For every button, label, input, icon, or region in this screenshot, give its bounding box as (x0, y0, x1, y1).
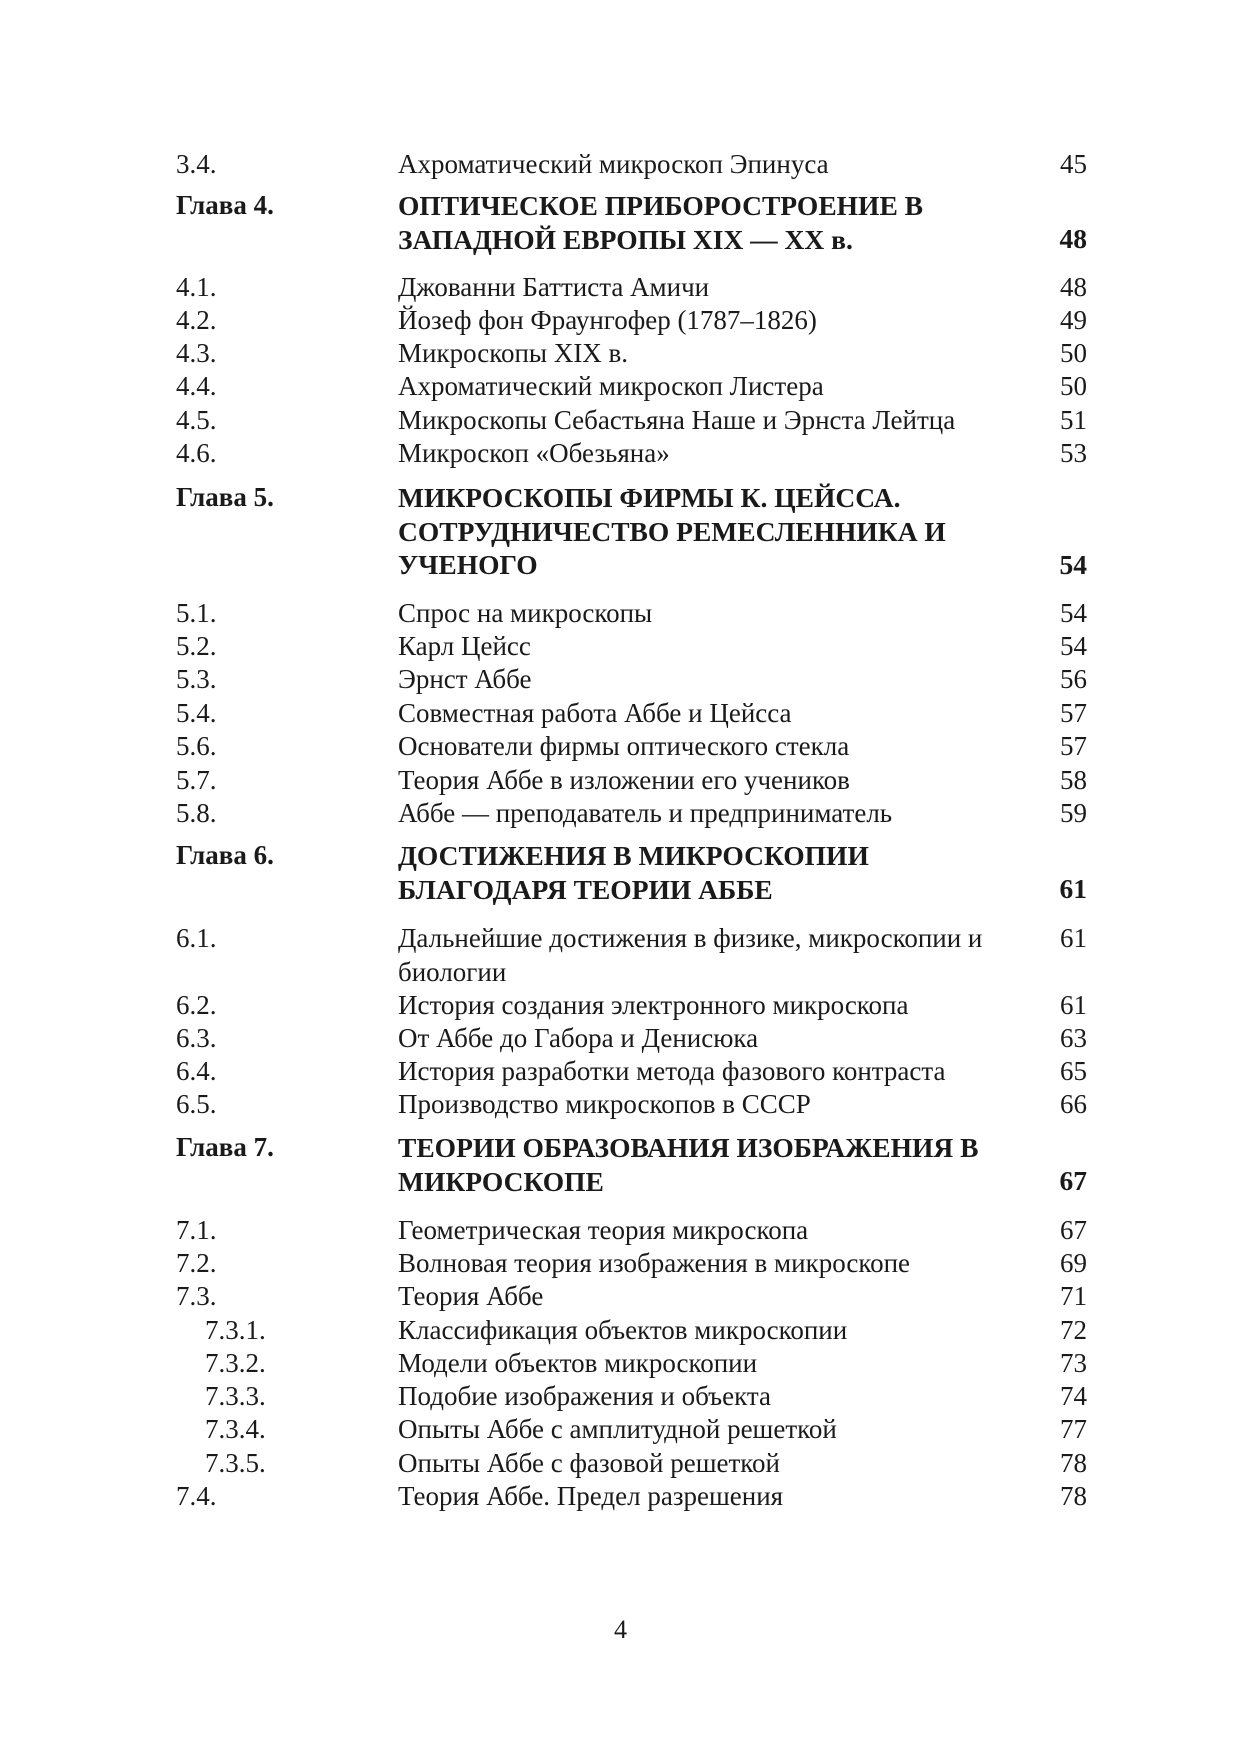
entry-page: 61 (1060, 990, 1087, 1020)
entry-title: Теория Аббе (398, 1281, 544, 1311)
entry-number: 7.1. (176, 1215, 217, 1245)
entry-title: Теория Аббе. Предел разрешения (398, 1481, 784, 1511)
chapter-title: МИКРОСКОПЫ ФИРМЫ К. ЦЕЙССА. СОТРУДНИЧЕСТВО РЕМЕСЛЕННИКА И УЧЕНОГО (398, 482, 946, 580)
entry-number: 5.1. (176, 598, 217, 628)
entry-page: 50 (1060, 338, 1087, 368)
entry-page: 71 (1060, 1281, 1087, 1311)
entry-page: 49 (1060, 305, 1087, 335)
chapter-title: ТЕОРИИ ОБРАЗОВАНИЯ ИЗОБРАЖЕНИЯ В МИКРОСКОПЕ (398, 1132, 979, 1197)
entry-title: Опыты Аббе с фазовой решеткой (398, 1448, 780, 1478)
entry-page: 50 (1060, 371, 1087, 401)
entry-number: 6.5. (176, 1089, 217, 1119)
entry-title: Микроскоп «Обезьяна» (398, 438, 670, 468)
entry-number: 3.4. (176, 149, 217, 179)
entry-page: 67 (1060, 1215, 1087, 1245)
entry-page: 66 (1060, 1089, 1087, 1119)
entry-page: 51 (1060, 405, 1087, 435)
entry-page: 59 (1060, 798, 1087, 828)
entry-title: История разработки метода фазового контраста (398, 1056, 946, 1086)
chapter-number: Глава 6. (176, 840, 274, 870)
entry-number: 5.8. (176, 798, 217, 828)
entry-page: 58 (1060, 765, 1087, 795)
entry-number: 5.2. (176, 631, 217, 661)
entry-page: 77 (1060, 1414, 1087, 1444)
entry-page: 45 (1060, 149, 1087, 179)
entry-title: Эрнст Аббе (398, 664, 532, 694)
chapter-number: Глава 7. (176, 1132, 274, 1162)
entry-title: Совместная работа Аббе и Цейсса (398, 698, 792, 728)
entry-page: 57 (1060, 731, 1087, 761)
entry-title: Микроскопы Себастьяна Наше и Эрнста Лейтца (398, 405, 956, 435)
entry-title: Карл Цейсс (398, 631, 531, 661)
chapter-number: Глава 4. (176, 190, 274, 220)
chapter-page: 67 (1059, 1165, 1087, 1196)
page-number: 4 (614, 1615, 627, 1644)
entry-title: Классификация объектов микроскопии (398, 1315, 848, 1345)
entry-number: 4.3. (176, 338, 217, 368)
entry-number: 4.2. (176, 305, 217, 335)
entry-number: 7.3.1. (205, 1315, 266, 1345)
entry-title: Йозеф фон Фраунгофер (1787–1826) (398, 305, 817, 335)
entry-page: 78 (1060, 1481, 1087, 1511)
entry-number: 5.4. (176, 698, 217, 728)
entry-number: 5.3. (176, 664, 217, 694)
entry-page: 48 (1060, 272, 1087, 302)
entry-title: От Аббе до Габора и Денисюка (398, 1023, 759, 1053)
entry-page: 61 (1060, 923, 1087, 953)
entry-page: 54 (1060, 598, 1087, 628)
entry-page: 78 (1060, 1448, 1087, 1478)
entry-title: Ахроматический микроскоп Эпинуса (398, 149, 829, 179)
chapter-title: ОПТИЧЕСКОЕ ПРИБОРОСТРОЕНИЕ В ЗАПАДНОЙ ЕВРОПЫ XIX — XX в. (398, 190, 923, 255)
chapter-page: 61 (1059, 873, 1087, 904)
entry-number: 4.5. (176, 405, 217, 435)
chapter-title: ДОСТИЖЕНИЯ В МИКРОСКОПИИ БЛАГОДАРЯ ТЕОРИИ АББЕ (398, 840, 869, 905)
entry-number: 4.6. (176, 438, 217, 468)
entry-number: 7.3.5. (205, 1448, 266, 1478)
entry-number: 6.2. (176, 990, 217, 1020)
entry-title: Основатели фирмы оптического стекла (398, 731, 850, 761)
entry-title: Спрос на микроскопы (398, 598, 653, 628)
entry-number: 4.1. (176, 272, 217, 302)
entry-number: 5.6. (176, 731, 217, 761)
entry-title: История создания электронного микроскопа (398, 990, 909, 1020)
entry-title: Дальнейшие достижения в физике, микроскопии и биологии (398, 923, 983, 987)
entry-title: Производство микроскопов в СССР (398, 1089, 811, 1119)
entry-page: 63 (1060, 1023, 1087, 1053)
entry-number: 6.1. (176, 923, 217, 953)
entry-title: Опыты Аббе с амплитудной решеткой (398, 1414, 837, 1444)
entry-title: Микроскопы XIX в. (398, 338, 629, 368)
entry-page: 53 (1060, 438, 1087, 468)
entry-title: Геометрическая теория микроскопа (398, 1215, 809, 1245)
entry-number: 7.3.2. (205, 1348, 266, 1378)
chapter-page: 48 (1059, 223, 1087, 254)
entry-number: 7.3.4. (205, 1414, 266, 1444)
entry-page: 65 (1060, 1056, 1087, 1086)
entry-title: Волновая теория изображения в микроскопе (398, 1248, 911, 1278)
entry-number: 5.7. (176, 765, 217, 795)
entry-number: 7.3. (176, 1281, 217, 1311)
entry-page: 57 (1060, 698, 1087, 728)
entry-page: 73 (1060, 1348, 1087, 1378)
entry-number: 6.4. (176, 1056, 217, 1086)
entry-page: 54 (1060, 631, 1087, 661)
entry-page: 69 (1060, 1248, 1087, 1278)
entry-title: Модели объектов микроскопии (398, 1348, 758, 1378)
entry-title: Аббе — преподаватель и предприниматель (398, 798, 893, 828)
entry-title: Джованни Баттиста Амичи (398, 272, 710, 302)
entry-page: 56 (1060, 664, 1087, 694)
entry-number: 7.2. (176, 1248, 217, 1278)
entry-number: 7.3.3. (205, 1381, 266, 1411)
entry-page: 74 (1060, 1381, 1087, 1411)
entry-number: 6.3. (176, 1023, 217, 1053)
entry-number: 4.4. (176, 371, 217, 401)
entry-number: 7.4. (176, 1481, 217, 1511)
entry-page: 72 (1060, 1315, 1087, 1345)
chapter-number: Глава 5. (176, 482, 274, 512)
entry-title: Ахроматический микроскоп Листера (398, 371, 824, 401)
entry-title: Теория Аббе в изложении его учеников (398, 765, 850, 795)
entry-title: Подобие изображения и объекта (398, 1381, 771, 1411)
chapter-page: 54 (1059, 549, 1087, 580)
